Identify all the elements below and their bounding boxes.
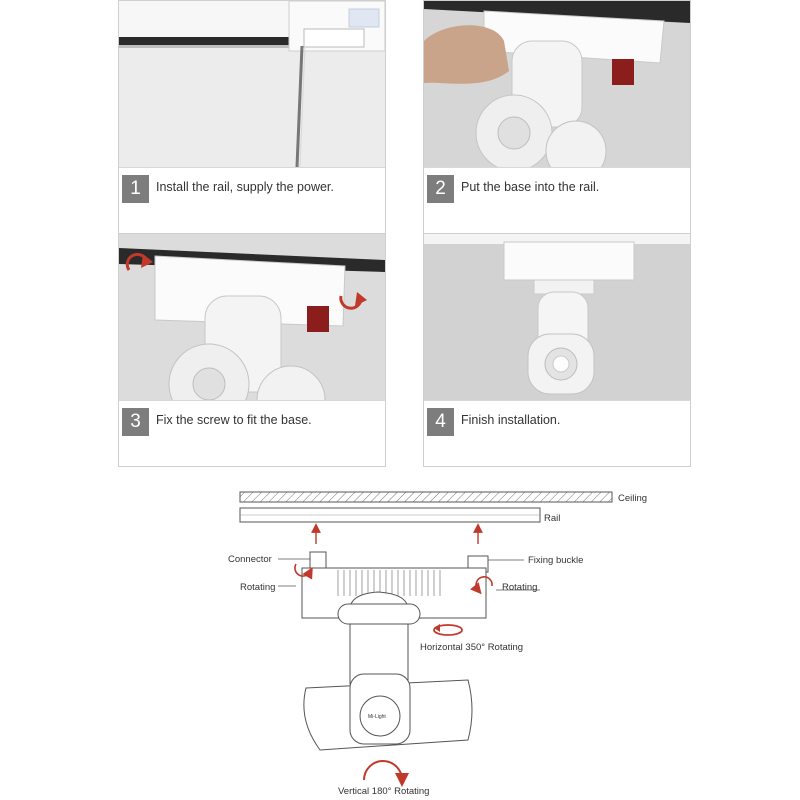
step-1-caption [119,167,385,210]
fixture-diagram [210,484,648,800]
rail-label: Rail [544,513,561,524]
step-1-photo [119,1,385,167]
step-3-photo [119,234,385,400]
step-4-panel [423,233,691,467]
connector-part [310,552,326,570]
step-4-photo [424,234,690,400]
step-number-badge: 3 [122,408,149,436]
rotating-left-label: Rotating [240,582,276,593]
step-2-caption [424,167,690,210]
connector-label: Connector [228,554,272,565]
vertical-rotate-arrow [364,761,402,780]
brand-mark: Mi-Light [368,714,386,720]
step-text: Finish installation. [461,413,561,427]
ceiling-label: Ceiling [618,493,648,504]
step-text: Install the rail, supply the power. [156,180,334,194]
step-1-panel [118,0,386,234]
step-2-panel [423,0,691,234]
step-3-caption [119,400,385,443]
step-4-caption [424,400,690,443]
rotating-right-label: Rotating [502,582,538,593]
ceiling-bar [240,492,612,502]
step-text: Fix the screw to fit the base. [156,413,312,427]
vertical-rotating-label: Vertical 180° Rotating [338,786,430,797]
fixing-buckle-label: Fixing buckle [528,555,584,566]
step-2-photo [424,1,690,167]
step-3-panel [118,233,386,467]
step-text: Put the base into the rail. [461,180,600,194]
step-number-badge: 1 [122,175,149,203]
horizontal-rotating-label: Horizontal 350° Rotating [420,642,524,653]
step-number-badge: 2 [427,175,454,203]
step-number-badge: 4 [427,408,454,436]
